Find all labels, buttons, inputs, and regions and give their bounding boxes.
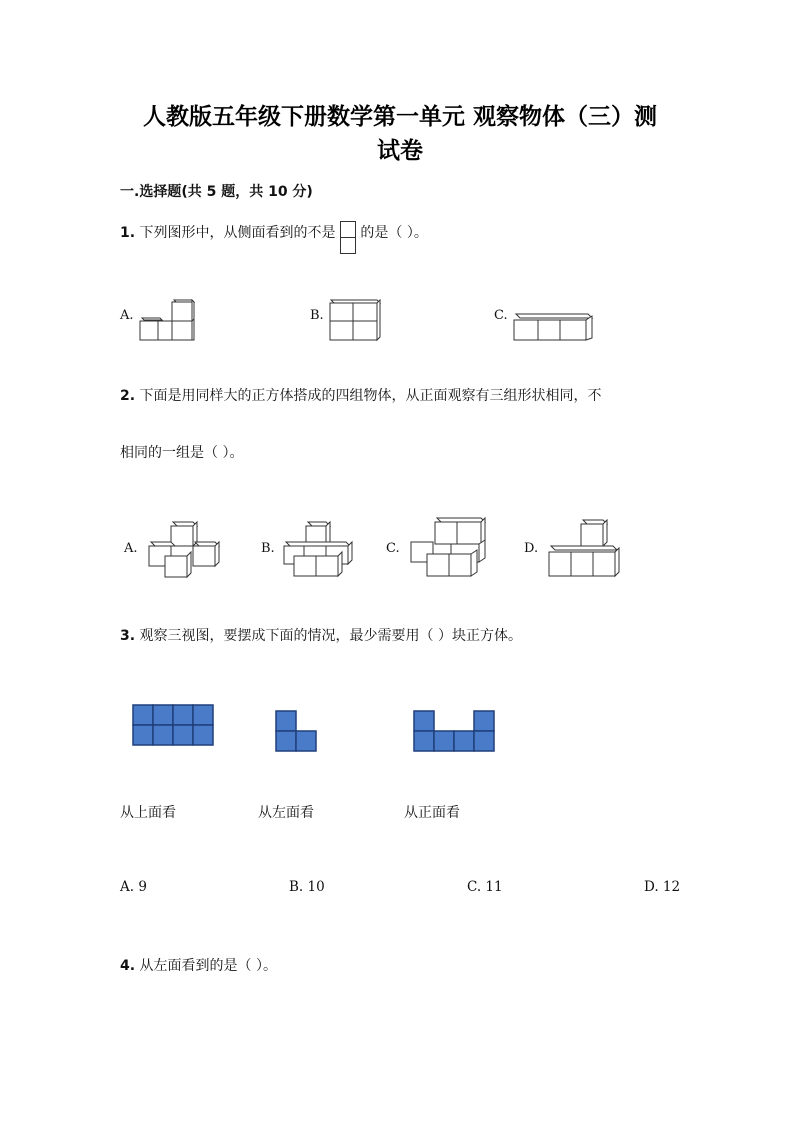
question-3 [120, 625, 522, 645]
q2-option-b-figure[interactable] [280, 520, 356, 580]
q2-option-d-figure[interactable] [545, 518, 621, 580]
question-4-number: 4. [120, 958, 136, 974]
two-stack-squares-icon [340, 221, 356, 255]
page-title-line2: 试卷 [377, 138, 423, 164]
q1-option-b-figure[interactable] [327, 299, 383, 343]
q1-option-b-label: B. [310, 308, 324, 323]
question-3-text: 观察三视图，要摆成下面的情况，最少需要用（ ）块正方体。 [139, 628, 522, 644]
question-4 [120, 955, 277, 975]
question-2-text-line2: 相同的一组是（ ）。 [120, 445, 244, 461]
page-title-line1: 人教版五年级下册数学第一单元 观察物体（三）测 [142, 104, 657, 130]
q1-option-c-figure[interactable] [512, 312, 596, 344]
top-view-grid [132, 704, 214, 748]
q3-choice-d[interactable]: D. 12 [644, 879, 681, 895]
question-1-number: 1. [120, 225, 136, 241]
q1-option-a-figure[interactable] [138, 299, 198, 343]
front-view-grid [413, 710, 497, 754]
question-2-text-line1: 下面是用同样大的正方体搭成的四组物体，从正面观察有三组形状相同，不 [139, 388, 602, 404]
q2-option-c-label: C. [386, 541, 400, 556]
question-4-text: 从左面看到的是（ ）。 [139, 958, 277, 974]
top-view-label: 从上面看 [120, 805, 176, 821]
left-view-grid [275, 710, 319, 754]
q2-option-d-label: D. [524, 541, 539, 556]
q3-choice-a[interactable]: A. 9 [120, 879, 147, 895]
front-view-label: 从正面看 [404, 805, 460, 821]
q1-option-c-label: C. [494, 308, 508, 323]
question-3-number: 3. [120, 628, 136, 644]
question-2-number: 2. [120, 388, 136, 404]
q3-choice-c[interactable]: C. 11 [467, 879, 503, 895]
question-1-text-before: 下列图形中，从侧面看到的不是 [139, 225, 336, 241]
q2-option-b-label: B. [261, 541, 275, 556]
section-heading: 一.选择题(共 5 题，共 10 分) [120, 184, 313, 200]
q2-option-a-figure[interactable] [145, 520, 225, 580]
question-2-line1 [120, 385, 602, 405]
q2-option-a-label: A. [124, 541, 138, 556]
question-1 [120, 221, 428, 255]
left-view-label: 从左面看 [258, 805, 314, 821]
q3-choice-b[interactable]: B. 10 [289, 879, 325, 895]
q2-option-c-figure[interactable] [405, 516, 489, 580]
q1-option-a-label: A. [120, 308, 134, 323]
question-1-text-after: 的是（ ）。 [360, 225, 428, 241]
